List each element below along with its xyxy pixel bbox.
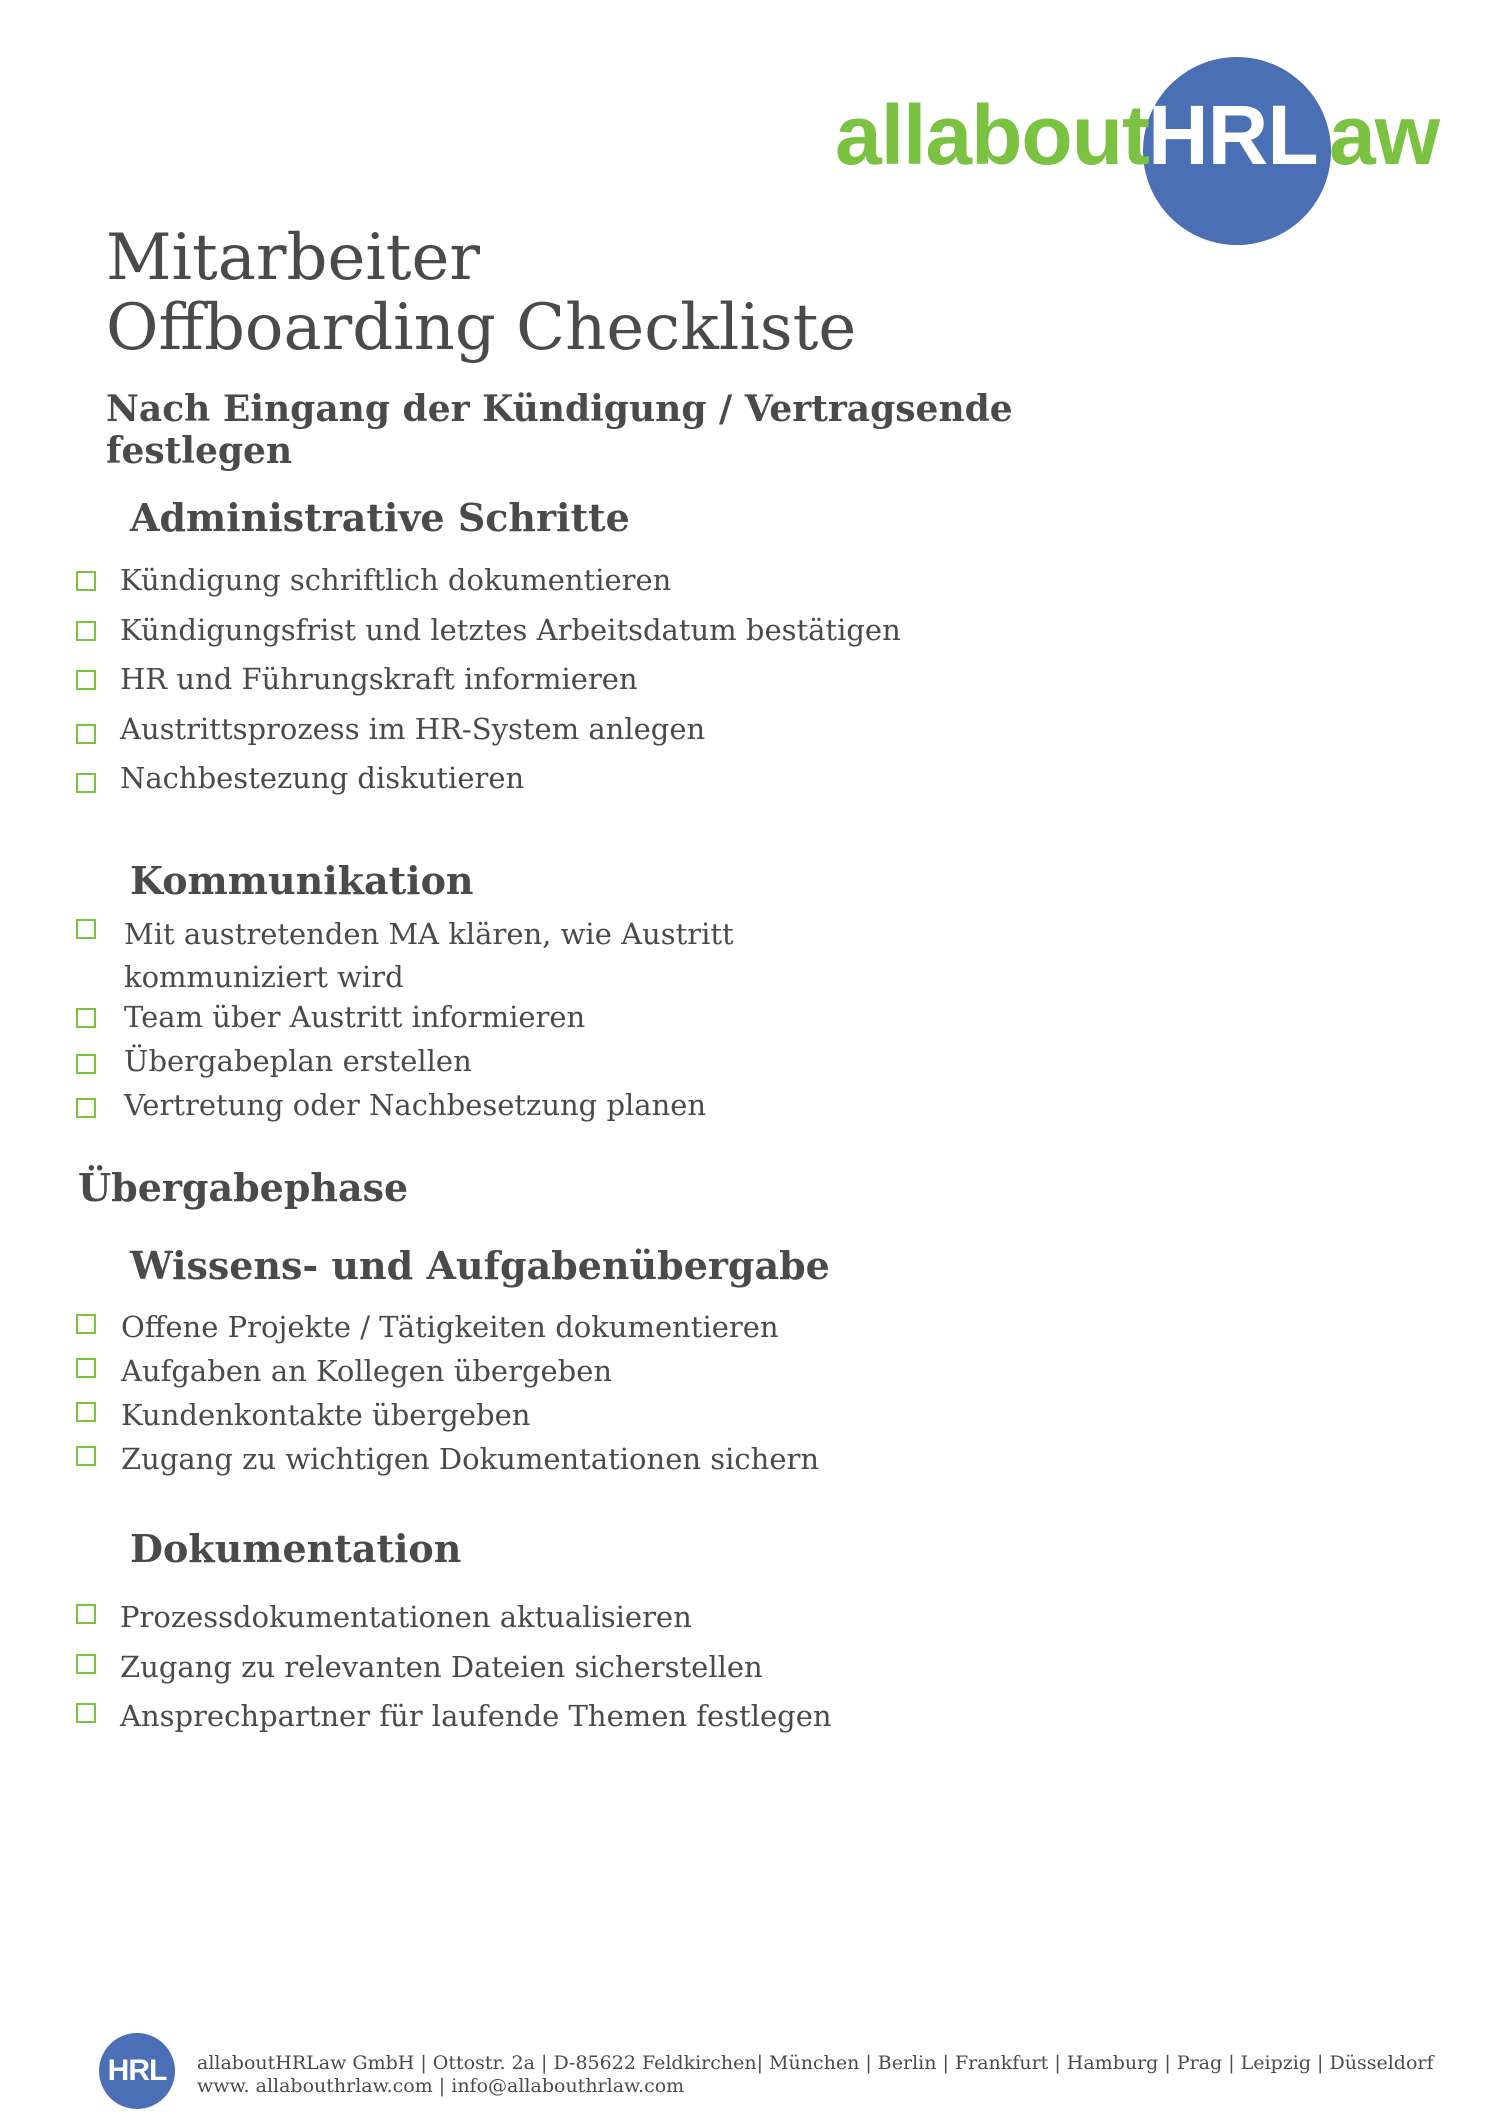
- checklist-item[interactable]: [76, 1354, 819, 1398]
- checklist-item[interactable]: [76, 1000, 914, 1044]
- checklist-item-label: Team über Austritt informieren: [124, 1000, 586, 1034]
- checklist-dokumentation: [76, 1600, 832, 1749]
- checklist-item-label: Nachbestezung diskutieren: [120, 761, 525, 795]
- checklist-item[interactable]: [76, 1650, 832, 1700]
- page-title: [106, 223, 856, 363]
- logo-text-aw: aw: [1329, 88, 1440, 182]
- checkbox-icon[interactable]: [76, 919, 96, 939]
- section-heading-kommunikation: Kommunikation: [130, 858, 474, 903]
- checklist-item-label: Kündigungsfrist und letztes Arbeitsdatum bestätigen: [120, 612, 901, 647]
- checkbox-icon[interactable]: [76, 1604, 96, 1624]
- checklist-item-label: Kundenkontakte übergeben: [121, 1398, 531, 1432]
- checklist-item-label: Ansprechpartner für laufende Themen festlegen: [120, 1699, 832, 1733]
- checkbox-icon[interactable]: [76, 1703, 96, 1723]
- footer-logo: [99, 2033, 175, 2109]
- checklist-item[interactable]: [76, 613, 901, 663]
- section-heading-administrative: Administrative Schritte: [130, 495, 630, 540]
- page-title-line2: Offboarding Checkliste: [106, 291, 857, 365]
- checklist-item[interactable]: [76, 1600, 832, 1650]
- footer-logo-text: HRL: [107, 2054, 167, 2087]
- checkbox-icon[interactable]: [76, 1446, 96, 1466]
- section-heading-uebergabephase: Übergabephase: [78, 1165, 409, 1210]
- footer-line-address: allaboutHRLaw GmbH | Ottostr. 2a | D-85622 Feldkirchen| München | Berlin | Frankfurt | Hamburg | Prag | Leipzig | Düsseldorf: [197, 2052, 1434, 2074]
- checklist-item[interactable]: [76, 1442, 819, 1486]
- checklist-item-label: Mit austretenden MA klären, wie Austritt kommuniziert wird: [124, 917, 734, 994]
- checklist-item[interactable]: [76, 662, 901, 712]
- checkbox-icon[interactable]: [76, 1402, 96, 1422]
- checkbox-icon[interactable]: [76, 1314, 96, 1334]
- checklist-item[interactable]: [76, 1088, 914, 1132]
- checkbox-icon[interactable]: [76, 1054, 96, 1074]
- checklist-item[interactable]: [76, 1398, 819, 1442]
- checkbox-icon[interactable]: [76, 1358, 96, 1378]
- footer-address: [197, 2052, 1434, 2098]
- page-title-line1: Mitarbeiter: [106, 221, 480, 295]
- section-heading-dokumentation: Dokumentation: [130, 1526, 462, 1571]
- checkbox-icon[interactable]: [76, 621, 96, 641]
- checklist-item[interactable]: [76, 913, 914, 1000]
- checkbox-icon[interactable]: [76, 1008, 96, 1028]
- checklist-kommunikation: [76, 913, 914, 1132]
- checklist-item-label: Zugang zu relevanten Dateien sicherstellen: [120, 1649, 763, 1684]
- checkbox-icon[interactable]: [76, 670, 96, 690]
- checklist-item-label: Zugang zu wichtigen Dokumentationen sichern: [121, 1442, 820, 1476]
- footer-line-contact[interactable]: www. allabouthrlaw.com | info@allabouthrlaw.com: [197, 2075, 685, 2097]
- checklist-item[interactable]: [76, 1310, 819, 1354]
- checklist-item[interactable]: [76, 563, 901, 613]
- checklist-item-label: Übergabeplan erstellen: [124, 1044, 472, 1078]
- checklist-item[interactable]: [76, 761, 901, 811]
- checkbox-icon[interactable]: [76, 571, 96, 591]
- section-heading-wissen: Wissens- und Aufgabenübergabe: [130, 1243, 830, 1288]
- checkbox-icon[interactable]: [76, 1654, 96, 1674]
- checklist-item-label: Offene Projekte / Tätigkeiten dokumentieren: [121, 1310, 779, 1344]
- page-subtitle: Nach Eingang der Kündigung / Vertragsende festlegen: [106, 388, 1013, 472]
- checkbox-icon[interactable]: [76, 1098, 96, 1118]
- checklist-item[interactable]: [76, 1699, 832, 1749]
- checklist-item-label: Austrittsprozess im HR-System anlegen: [120, 711, 706, 746]
- checklist-administrative: [76, 563, 901, 811]
- checklist-item-label: HR und Führungskraft informieren: [120, 662, 638, 696]
- checklist-item[interactable]: [76, 1044, 914, 1088]
- checklist-item-label: Vertretung oder Nachbesetzung planen: [124, 1088, 707, 1122]
- checklist-item-label: Prozessdokumentationen aktualisieren: [120, 1600, 692, 1634]
- checkbox-icon[interactable]: [76, 724, 96, 744]
- company-logo: [835, 55, 1445, 250]
- checkbox-icon[interactable]: [76, 773, 96, 793]
- logo-text-allabout: allabout: [835, 88, 1150, 182]
- checklist-item-label: Kündigung schriftlich dokumentieren: [120, 563, 672, 597]
- checklist-item[interactable]: [76, 712, 901, 762]
- checklist-item-label: Aufgaben an Kollegen übergeben: [121, 1354, 613, 1388]
- checklist-wissen: [76, 1310, 819, 1486]
- logo-text-hrl: HRL: [1148, 88, 1318, 182]
